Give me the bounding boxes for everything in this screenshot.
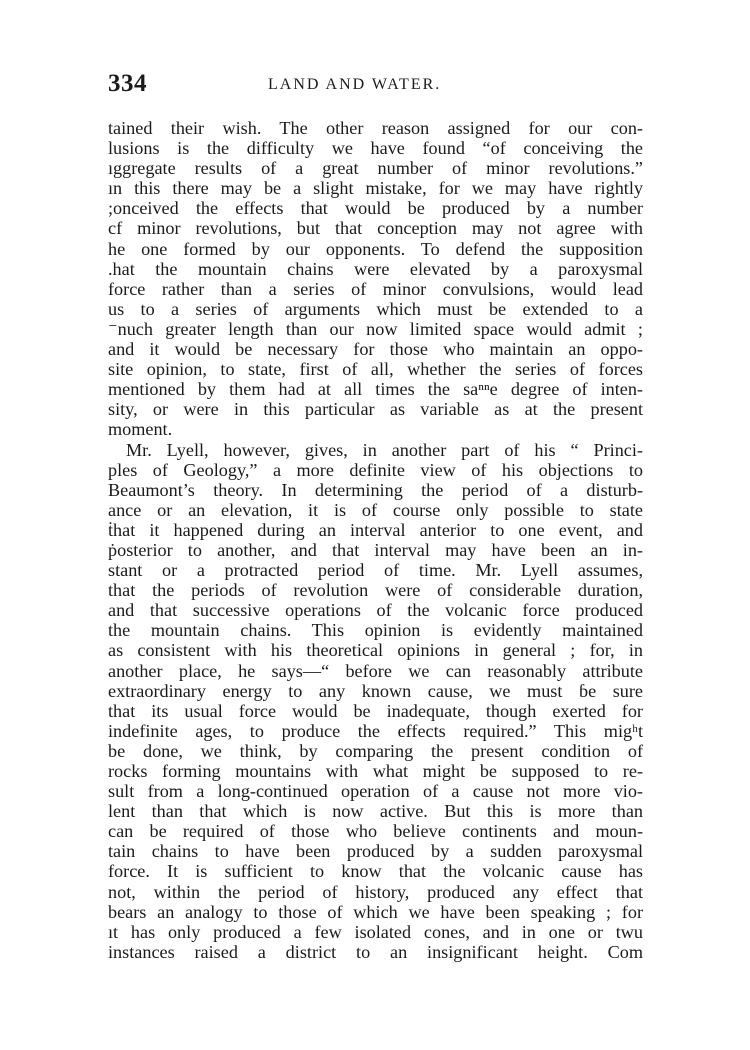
text-line: site opinion, to state, first of all, whether the series of forces bbox=[108, 359, 643, 380]
text-line: ın this there may be a slight mistake, for we may have rightly bbox=[108, 178, 643, 199]
text-line: mentioned by them had at all times the saⁿⁿe degree of inten- bbox=[108, 379, 643, 400]
text-line: he one formed by our opponents. To defend the supposition bbox=[108, 238, 643, 259]
page-number: 334 bbox=[108, 70, 147, 97]
text-line: and it would be necessary for those who maintain an oppo- bbox=[108, 339, 643, 360]
text-line: ;onceived the effects that would be produced by a number bbox=[108, 198, 643, 219]
paragraph-last-line: moment. bbox=[108, 419, 173, 440]
text-line: force. It is sufficient to know that the volcanic cause has bbox=[108, 861, 643, 882]
text-line: stant or a protracted period of time. Mr. Lyell assumes, bbox=[108, 560, 643, 581]
text-line: sult from a long-continued operation of a cause not more vio- bbox=[108, 781, 643, 802]
text-line: not, within the period of history, produced any effect that bbox=[108, 881, 643, 902]
paragraph-first-line: Mr. Lyell, however, gives, in another part of his “ Princi- bbox=[126, 439, 643, 460]
text-line: ṫhat it happened during an interval anterior to one event, and bbox=[108, 519, 643, 540]
text-line: tained their wish. The other reason assigned for our con- bbox=[108, 118, 643, 138]
text-line: tain chains to have been produced by a sudden paroxysmal bbox=[108, 841, 643, 862]
text-line: extraordinary energy to any known cause, we must ɓe sure bbox=[108, 680, 643, 701]
text-line: indefinite ages, to produce the effects required.” This migʰt bbox=[108, 720, 643, 741]
text-line: force rather than a series of minor convulsions, would lead bbox=[108, 278, 643, 299]
text-line: and that successive operations of the volcanic force produced bbox=[108, 600, 643, 621]
text-line: can be required of those who believe continents and moun- bbox=[108, 821, 643, 842]
text-line: ıt has only produced a few isolated cones, and in one or twu bbox=[108, 921, 643, 942]
text-line: Beaumont’s theory. In determining the period of a disturb- bbox=[108, 479, 643, 500]
text-line: bears an analogy to those of which we have been speaking ; for bbox=[108, 901, 643, 922]
text-line: rocks forming mountains with what might be supposed to re- bbox=[108, 761, 643, 781]
text-line: ance or an elevation, it is of course only possible to state bbox=[108, 499, 643, 520]
text-line: sity, or were in this particular as variable as at the present bbox=[108, 399, 643, 420]
text-line: that its usual force would be inadequate, though exerted for bbox=[108, 700, 643, 721]
text-line: us to a series of arguments which must be extended to a bbox=[108, 298, 643, 319]
text-line: another place, he says—“ before we can reasonably attribute bbox=[108, 660, 643, 681]
text-line: be done, we think, by comparing the present condition of bbox=[108, 740, 643, 761]
text-line: that the periods of revolution were of considerable duration, bbox=[108, 580, 643, 601]
text-line: ples of Geology,” a more definite view of his objections to bbox=[108, 459, 643, 480]
text-line: lusions is the difficulty we have found “of conceiving the bbox=[108, 138, 643, 159]
text-line: lent than that which is now active. But this is more than bbox=[108, 801, 643, 822]
text-line: ṗosterior to another, and that interval may have been an in- bbox=[108, 539, 643, 560]
page-header bbox=[108, 70, 640, 100]
text-line: ⁻nuch greater length than our now limited space would admit ; bbox=[108, 318, 643, 339]
text-line: as consistent with his theoretical opinions in general ; for, in bbox=[108, 640, 643, 661]
running-head: LAND AND WATER. bbox=[268, 76, 442, 93]
text-line: the mountain chains. This opinion is evidently maintained bbox=[108, 620, 643, 641]
text-line: instances raised a district to an insignificant height. Com bbox=[108, 941, 643, 962]
text-line: ıggregate results of a great number of minor revolutions.” bbox=[108, 158, 643, 179]
text-line: cf minor revolutions, but that conception may not agree with bbox=[108, 218, 643, 239]
body-text bbox=[108, 118, 643, 962]
text-line: .hat the mountain chains were elevated by a paroxysmal bbox=[108, 258, 643, 279]
